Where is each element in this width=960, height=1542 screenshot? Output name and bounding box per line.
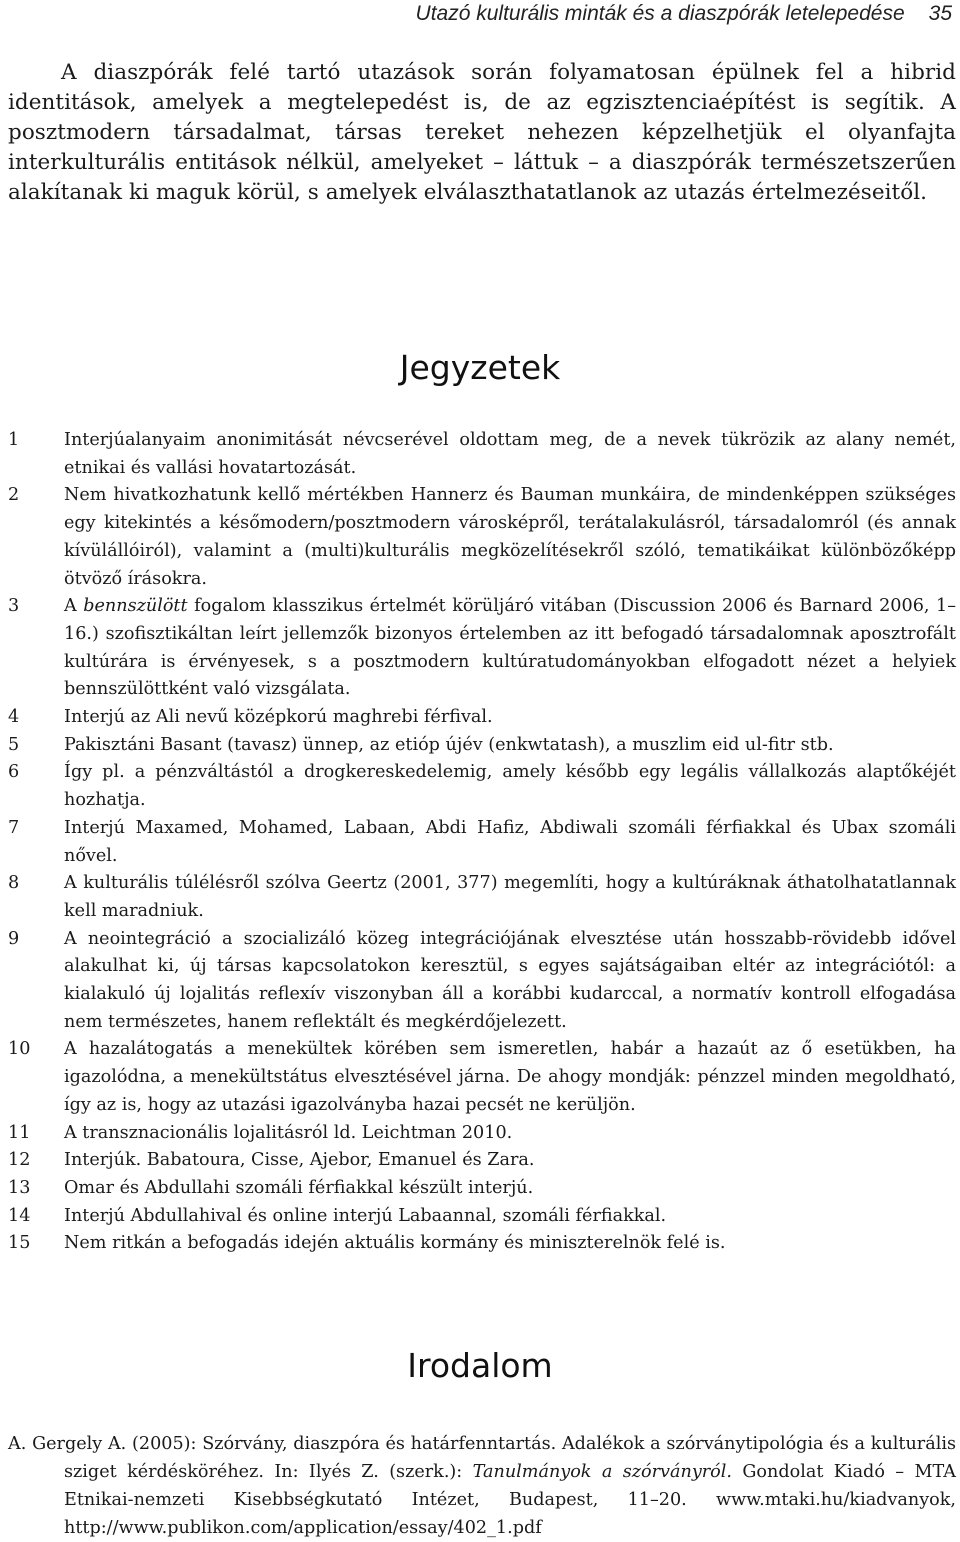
note-item	[8, 1036, 956, 1119]
note-text-part: fogalom klasszikus értelmét körüljáró vitában (Discussion 2006 és Barnard 2006, 1–16.) szofisztikáltan leírt jellemzők bizonyos értelemben az itt befogadó társadalomnak aposztrofált kultúrára is érvényesek, s a posztmodern kultúratudományokban elfogadott nézet a helyiek bennszülöttként való vizsgálata.	[64, 596, 956, 700]
note-text: Pakisztáni Basant (tavasz) ünnep, az etióp újév (enkwtatash), a muszlim eid ul-fitr stb.	[64, 734, 834, 755]
note-number: 2	[8, 485, 20, 506]
note-number: 7	[8, 817, 20, 838]
reference-text-part: A. Gergely A. (2005): Szórvány, diaszpóra és határfenntartás. Adalékok a szórványtipológia és a kulturális sziget kérdésköréhez. In: Ilyés Z. (szerk.):	[8, 1434, 956, 1482]
running-title: Utazó kulturális minták és a diaszpórák letelepedése	[415, 2, 905, 25]
note-number: 12	[8, 1150, 31, 1171]
intro-paragraph: A diaszpórák felé tartó utazások során folyamatosan épülnek fel a hibrid identitások, amelyek a megtelepedést is, de az egzisztenciaépítést is segítik. A posztmodern társadalmat, társas tereket nehezen képzelhetjük el olyanfajta interkulturális entitások nélkül, amelyeket – láttuk – a diaszpórák természetszerűen alakítanak ki maguk körül, s amelyek elválaszthatatlanok az utazás értelmezéseitől.	[8, 60, 956, 205]
note-item	[8, 759, 956, 814]
note-number: 14	[8, 1205, 31, 1226]
note-number: 3	[8, 596, 20, 617]
reference-entry	[8, 1430, 956, 1542]
note-item	[8, 926, 956, 1037]
note-number: 15	[8, 1233, 31, 1254]
page-number: 35	[928, 2, 952, 25]
note-text	[64, 593, 956, 704]
note-number: 1	[8, 430, 20, 450]
note-item	[8, 815, 956, 870]
note-text: A hazalátogatás a menekültek körében sem ismeretlen, habár a hazaút az ő esetükben, ha igazolódna, a menekültstátus elvesztésével járna. De ahogy mondják: pénzzel minden megoldható, így az is, hogy az utazási igazolványba hazai pecsét ne kerüljön.	[64, 1039, 956, 1115]
note-item	[8, 482, 956, 593]
note-text: Interjú az Ali nevű középkorú maghrebi férfival.	[64, 707, 493, 728]
note-item	[8, 593, 956, 704]
note-text: Omar és Abdullahi szomáli férfiakkal készült interjú.	[64, 1177, 534, 1198]
note-item	[8, 1120, 956, 1148]
note-text: Interjú Abdullahival és online interjú Labaannal, szomáli férfiakkal.	[64, 1205, 667, 1226]
note-item	[8, 870, 956, 925]
reference-text-part: Gondolat Kiadó – MTA Etnikai-nemzeti Kisebbségkutató Intézet, Budapest, 11–20. www.mtaki.hu/kiadvanyok, http://www.publikon.com/application/essay/402_1.pdf	[64, 1462, 956, 1538]
note-number: 9	[8, 928, 20, 949]
note-number: 13	[8, 1177, 31, 1198]
note-text: Nem hivatkozhatunk kellő mértékben Hannerz és Bauman munkáira, de mindenképpen szükséges egy kitekintés a későmodern/posztmodern városképről, terátalakulásról, társadalomról (és annak kívülállóiról), valamint a (multi)kulturális megközelítésekről szóló, tematikáikat különbözőképp ötvöző írásokra.	[64, 485, 956, 589]
note-italic-term: bennszülött	[83, 596, 188, 617]
note-text: Így pl. a pénzváltástól a drogkereskedelemig, amely később egy legális vállalkozás alaptőkéjét hozhatja.	[64, 762, 956, 811]
note-text: Interjúk. Babatoura, Cisse, Ajebor, Emanuel és Zara.	[64, 1150, 535, 1171]
note-item	[8, 427, 956, 482]
references-list	[8, 1430, 956, 1542]
note-text: A kulturális túlélésről szólva Geertz (2001, 377) megemlíti, hogy a kultúráknak áthatolhatatlannak kell maradniuk.	[64, 873, 956, 921]
note-number: 4	[8, 707, 20, 728]
note-item	[8, 1147, 956, 1175]
note-item	[8, 1175, 956, 1203]
note-text: Nem ritkán a befogadás idején aktuális kormány és miniszterelnök felé is.	[64, 1233, 726, 1254]
note-number: 5	[8, 734, 20, 755]
references-heading: Irodalom	[407, 1346, 553, 1385]
note-number: 8	[8, 873, 20, 894]
note-number: 6	[8, 762, 20, 783]
note-number: 10	[8, 1039, 31, 1060]
notes-list	[8, 427, 956, 1258]
note-item	[8, 732, 956, 760]
note-text: Interjúalanyaim anonimitását névcserével oldottam meg, de a nevek tükrözik az alany nemét, etnikai és vallási hovatartozását.	[64, 430, 956, 478]
notes-heading: Jegyzetek	[399, 348, 561, 387]
note-text: A transznacionális lojalitásról ld. Leichtman 2010.	[64, 1122, 513, 1143]
note-item	[8, 1203, 956, 1231]
note-text: A neointegráció a szocializáló közeg integrációjának elvesztése után hosszabb-rövidebb idővel alakulhat ki, új társas kapcsolatokon keresztül, s egyes sajátságaiban eltér az integrációtól: a kialakuló új lojalitás reflexív viszonyban áll a korábbi kudarccal, a normatív kontroll elfogadása nem természetes, hanem reflektált és megkérdőjelezett.	[64, 928, 956, 1032]
running-header	[416, 2, 952, 30]
note-text-part: A	[64, 596, 84, 617]
reference-italic-title: Tanulmányok a szórványról.	[472, 1462, 732, 1482]
note-number: 11	[8, 1122, 31, 1143]
note-item	[8, 1230, 956, 1258]
note-item	[8, 704, 956, 732]
note-text: Interjú Maxamed, Mohamed, Labaan, Abdi Hafiz, Abdiwali szomáli férfiakkal és Ubax szomáli nővel.	[64, 817, 956, 866]
